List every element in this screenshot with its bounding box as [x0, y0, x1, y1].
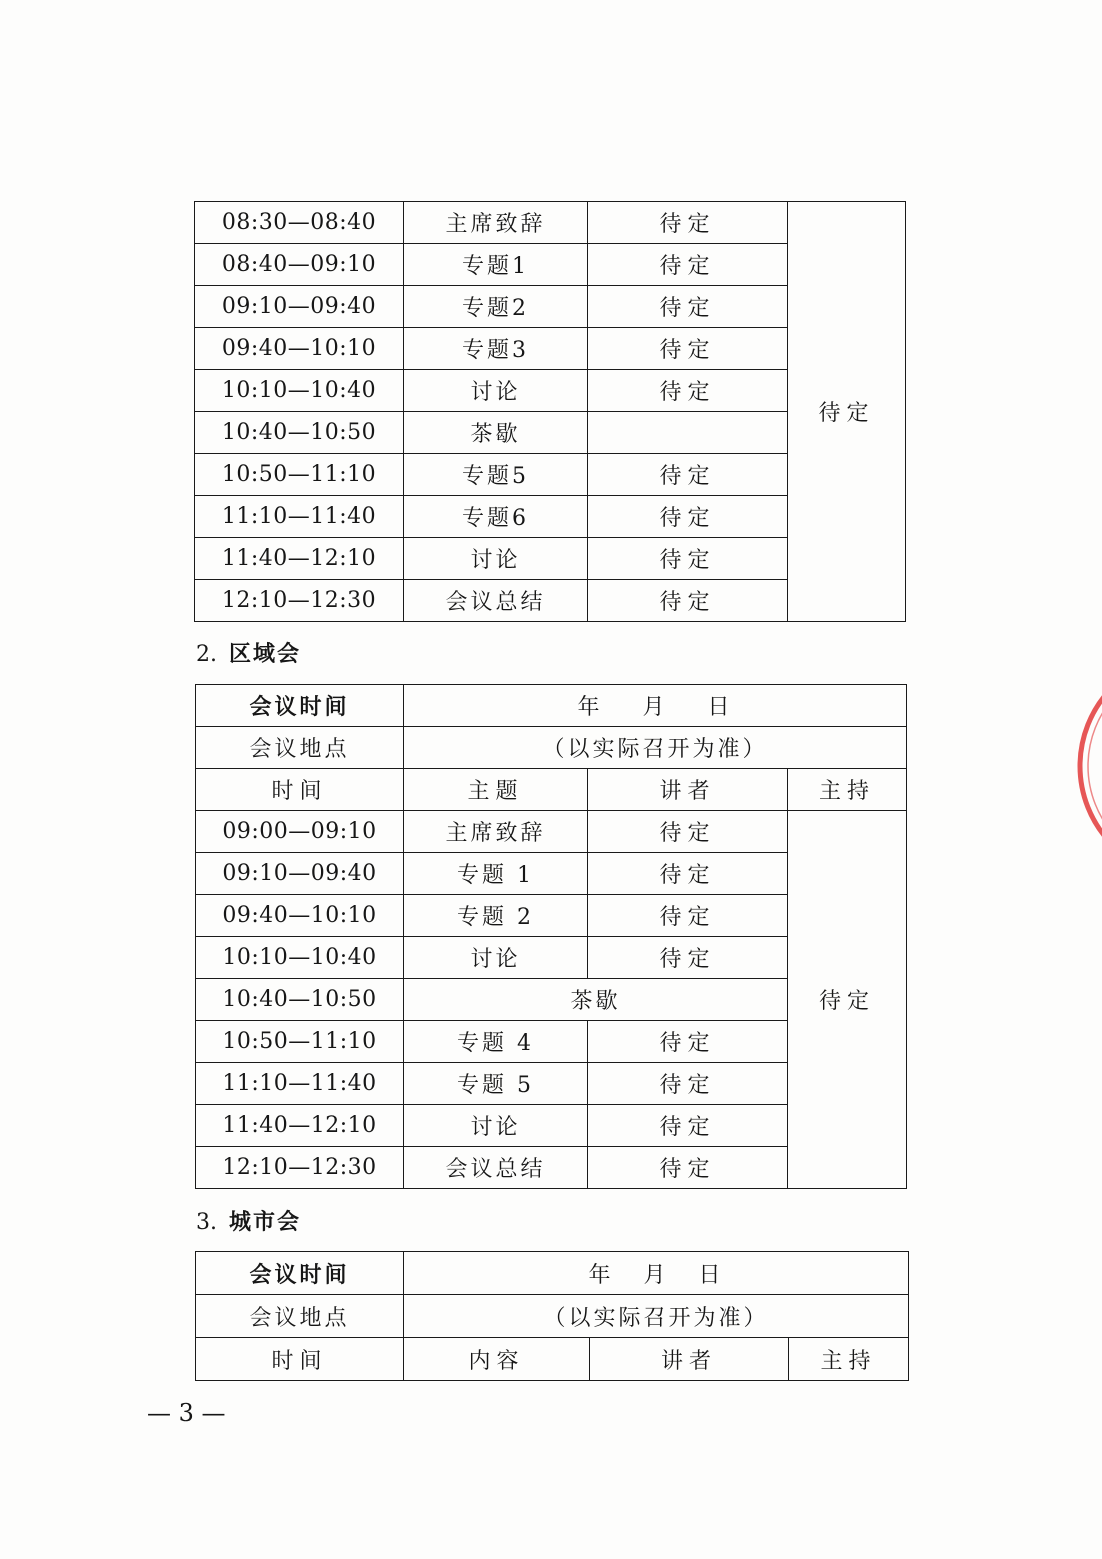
regional-heading-number: 2. — [196, 642, 217, 667]
time-cell: 11:40—12:10 — [196, 1105, 404, 1147]
topic-cell: 主席致辞 — [404, 811, 588, 853]
meeting-place-value: （以实际召开为准） — [404, 1295, 909, 1338]
topic-cell: 专题2 — [404, 286, 588, 328]
speaker-cell: 待定 — [588, 1021, 788, 1063]
column-header-row — [196, 769, 907, 811]
time-cell: 09:10—09:40 — [196, 853, 404, 895]
time-cell: 12:10—12:30 — [196, 1147, 404, 1189]
time-cell: 08:30—08:40 — [195, 202, 404, 244]
time-cell: 09:40—10:10 — [196, 895, 404, 937]
topic-cell: 讨论 — [404, 937, 588, 979]
city-schedule-table — [195, 1251, 909, 1381]
regional-schedule-table — [195, 684, 907, 1189]
speaker-cell: 待定 — [588, 538, 788, 580]
column-header-row — [196, 1338, 909, 1381]
header-speaker: 讲者 — [588, 769, 788, 811]
city-meeting-heading — [196, 1205, 301, 1236]
speaker-cell: 待定 — [588, 937, 788, 979]
speaker-cell: 待定 — [588, 286, 788, 328]
time-cell: 10:40—10:50 — [195, 412, 404, 454]
meeting-place-row — [196, 1295, 909, 1338]
time-cell: 11:10—11:40 — [196, 1063, 404, 1105]
header-host: 主持 — [788, 769, 907, 811]
topic-cell: 专题5 — [404, 454, 588, 496]
meeting-place-row — [196, 727, 907, 769]
host-cell: 待定 — [788, 202, 906, 622]
red-seal-stamp — [1068, 650, 1102, 882]
time-cell: 09:00—09:10 — [196, 811, 404, 853]
topic-cell: 专题 5 — [404, 1063, 588, 1105]
speaker-cell-empty — [588, 412, 788, 454]
speaker-cell: 待定 — [588, 244, 788, 286]
meeting-time-row — [196, 685, 907, 727]
time-cell: 10:10—10:40 — [196, 937, 404, 979]
topic-cell: 讨论 — [404, 538, 588, 580]
speaker-cell: 待定 — [588, 202, 788, 244]
topic-cell: 讨论 — [404, 1105, 588, 1147]
city-schedule-body — [196, 1252, 909, 1381]
page-number: — 3 — — [147, 1399, 226, 1427]
tea-break-cell: 茶歇 — [404, 979, 788, 1021]
meeting-time-label: 会议时间 — [196, 1252, 404, 1295]
speaker-cell: 待定 — [588, 370, 788, 412]
table-row — [196, 811, 907, 853]
time-cell: 11:10—11:40 — [195, 496, 404, 538]
topic-cell: 会议总结 — [404, 580, 588, 622]
meeting-time-row — [196, 1252, 909, 1295]
header-speaker: 讲者 — [590, 1338, 789, 1381]
meeting-date-value: 年 月 日 — [404, 1252, 909, 1295]
speaker-cell: 待定 — [588, 895, 788, 937]
regional-schedule-body — [196, 685, 907, 1189]
topic-cell: 专题1 — [404, 244, 588, 286]
speaker-cell: 待定 — [588, 496, 788, 538]
topic-cell: 讨论 — [404, 370, 588, 412]
city-heading-number: 3. — [196, 1210, 217, 1235]
regional-heading-title: 区域会 — [229, 641, 302, 667]
meeting-place-value: （以实际召开为准） — [404, 727, 907, 769]
topic-cell: 专题3 — [404, 328, 588, 370]
regional-meeting-heading — [196, 637, 301, 668]
meeting-date-value: 年 月 日 — [404, 685, 907, 727]
speaker-cell: 待定 — [588, 580, 788, 622]
time-cell: 10:50—11:10 — [195, 454, 404, 496]
session-schedule-body — [195, 202, 906, 622]
speaker-cell: 待定 — [588, 853, 788, 895]
time-cell: 10:40—10:50 — [196, 979, 404, 1021]
speaker-cell: 待定 — [588, 1147, 788, 1189]
city-heading-title: 城市会 — [229, 1209, 302, 1235]
speaker-cell: 待定 — [588, 811, 788, 853]
topic-cell: 茶歇 — [404, 412, 588, 454]
speaker-cell: 待定 — [588, 454, 788, 496]
time-cell: 10:10—10:40 — [195, 370, 404, 412]
session-schedule-table — [194, 201, 906, 622]
topic-cell: 专题 4 — [404, 1021, 588, 1063]
header-content: 内容 — [404, 1338, 590, 1381]
topic-cell: 专题6 — [404, 496, 588, 538]
speaker-cell: 待定 — [588, 1063, 788, 1105]
time-cell: 09:40—10:10 — [195, 328, 404, 370]
meeting-place-label: 会议地点 — [196, 1295, 404, 1338]
time-cell: 09:10—09:40 — [195, 286, 404, 328]
speaker-cell: 待定 — [588, 1105, 788, 1147]
time-cell: 08:40—09:10 — [195, 244, 404, 286]
meeting-place-label: 会议地点 — [196, 727, 404, 769]
topic-cell: 主席致辞 — [404, 202, 588, 244]
topic-cell: 会议总结 — [404, 1147, 588, 1189]
header-time: 时间 — [196, 769, 404, 811]
time-cell: 11:40—12:10 — [195, 538, 404, 580]
meeting-time-label: 会议时间 — [196, 685, 404, 727]
table-row — [195, 202, 906, 244]
header-topic: 主题 — [404, 769, 588, 811]
speaker-cell: 待定 — [588, 328, 788, 370]
time-cell: 10:50—11:10 — [196, 1021, 404, 1063]
time-cell: 12:10—12:30 — [195, 580, 404, 622]
host-cell: 待定 — [788, 811, 907, 1189]
header-host: 主持 — [789, 1338, 909, 1381]
header-time: 时间 — [196, 1338, 404, 1381]
topic-cell: 专题 1 — [404, 853, 588, 895]
topic-cell: 专题 2 — [404, 895, 588, 937]
